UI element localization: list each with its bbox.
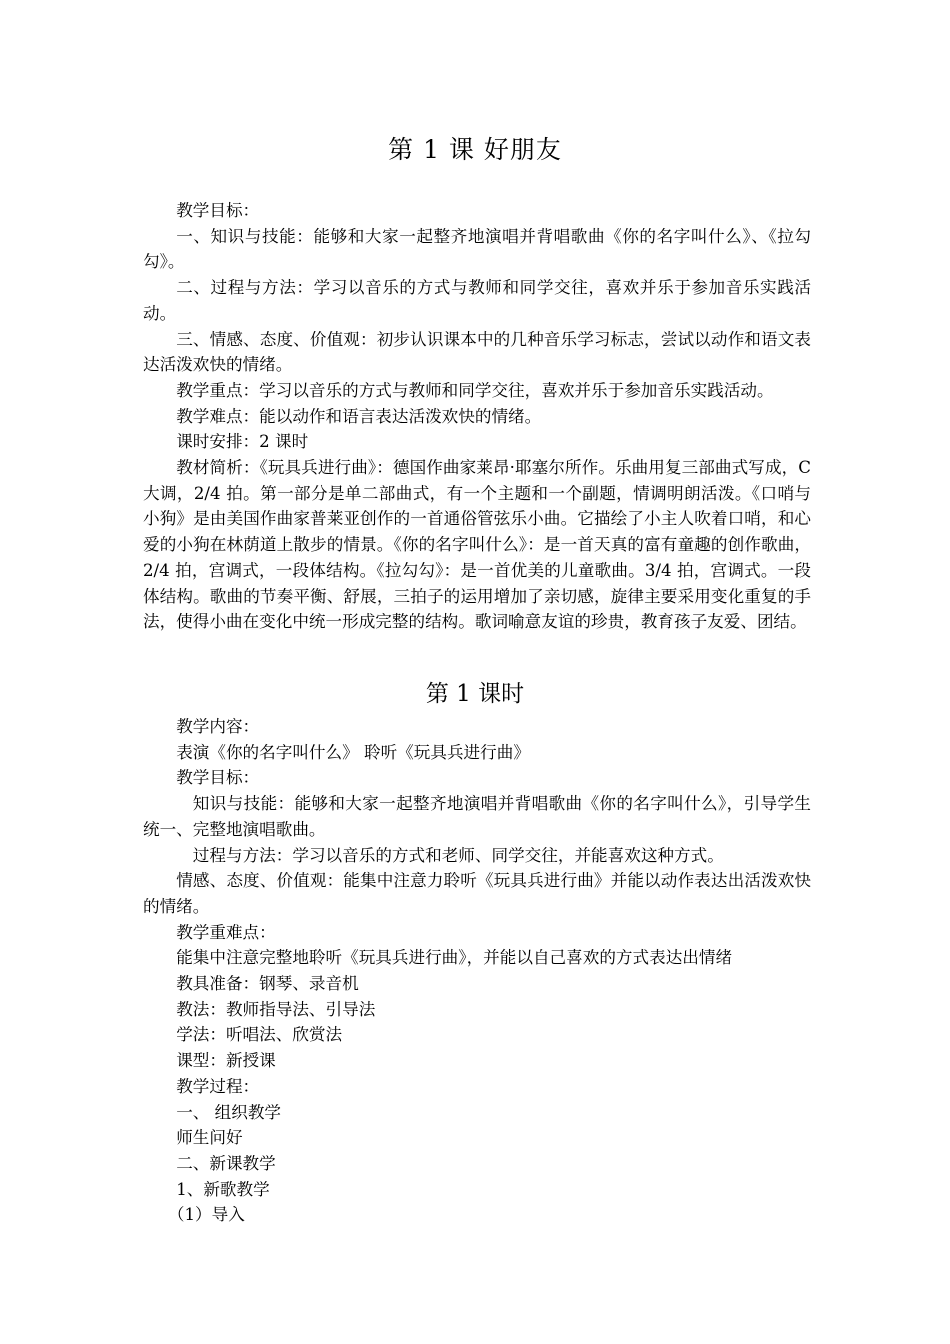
period-section: [143, 714, 811, 1228]
difficulty-paragraph: 教学难点：能以动作和语言表达活泼欢快的情绪。: [176, 406, 542, 426]
step-organize: 一、 组织教学: [176, 1102, 282, 1122]
period-goal-process: 过程与方法：学习以音乐的方式和老师、同学交往，并能喜欢这种方式。: [192, 845, 724, 865]
process-label: 教学过程：: [176, 1076, 260, 1096]
step-introduction: （1）导入: [167, 1205, 245, 1225]
period-goals-label: 教学目标：: [176, 768, 260, 788]
study-method-line: 学法：听唱法、欣赏法: [176, 1025, 343, 1045]
goal-knowledge-paragraph: 一、知识与技能：能够和大家一起整齐地演唱并背唱歌曲《你的名字叫什么》、《拉勾勾》。: [143, 226, 811, 272]
period-goal-emotion: 情感、态度、价值观：能集中注意力聆听《玩具兵进行曲》并能以动作表达出活泼欢快的情绪。: [143, 871, 811, 916]
period-title: 第 1 课时: [425, 681, 525, 707]
key-point-paragraph: 教学重点：学习以音乐的方式与教师和同学交往，喜欢并乐于参加音乐实践活动。: [176, 380, 774, 400]
key-difficulty-label: 教学重难点：: [176, 922, 276, 942]
material-analysis-paragraph: 教材简析：《玩具兵进行曲》：德国作曲家莱昂·耶塞尔所作。乐曲用复三部曲式写成，C 大调，2/4 拍。第一部分是单二部曲式，有一个主题和一个副题，情调明朗活泼。《口哨与小狗》是由美国作曲家普莱亚创作的一首通俗管弦乐小曲。它描绘了小主人吹着口哨，和心爱的小狗在林荫道上散步的情景。《你的名字叫什么》：是一首天真的富有童趣的创作歌曲，2/4 拍，宫调式，一段体结构。《拉勾勾》：是一首优美的儿童歌曲。3/4 拍，宫调式。一段体结构。歌曲的节奏平衡、舒展，三拍子的运用增加了亲切感，旋律主要采用变化重复的手法，使得小曲在变化中统一形成完整的结构。歌词喻意友谊的珍贵，教育孩子友爱、团结。: [143, 458, 811, 632]
key-difficulty-text: 能集中注意完整地聆听《玩具兵进行曲》，并能以自己喜欢的方式表达出情绪: [176, 948, 733, 968]
teach-method-line: 教法：教师指导法、引导法: [176, 999, 376, 1019]
lesson-type-line: 课型：新授课: [176, 1051, 276, 1071]
intro-section: [143, 198, 811, 635]
lesson-title: 第 1 课 好朋友: [388, 135, 562, 164]
goal-emotion-paragraph: 三、情感、态度、价值观：初步认识课本中的几种音乐学习标志，尝试以动作和语文表达活泼欢快的情绪。: [143, 329, 811, 375]
step-organize-text: 师生问好: [176, 1128, 243, 1148]
goal-process-paragraph: 二、过程与方法：学习以音乐的方式与教师和同学交往，喜欢并乐于参加音乐实践活动。: [143, 278, 811, 323]
step-new-lesson: 二、新课教学: [176, 1153, 276, 1173]
content-label: 教学内容：: [176, 717, 260, 736]
content-text: 表演《你的名字叫什么》 聆听《玩具兵进行曲》: [176, 742, 530, 762]
step-new-song: 1、新歌教学: [176, 1179, 270, 1199]
period-goal-knowledge: 知识与技能：能够和大家一起整齐地演唱并背唱歌曲《你的名字叫什么》，引导学生统一、完整地演唱歌曲。: [143, 794, 811, 839]
goals-heading: 教学目标：: [176, 201, 260, 220]
tools-line: 教具准备：钢琴、录音机: [176, 974, 359, 994]
schedule-paragraph: 课时安排：2 课时: [176, 432, 309, 452]
